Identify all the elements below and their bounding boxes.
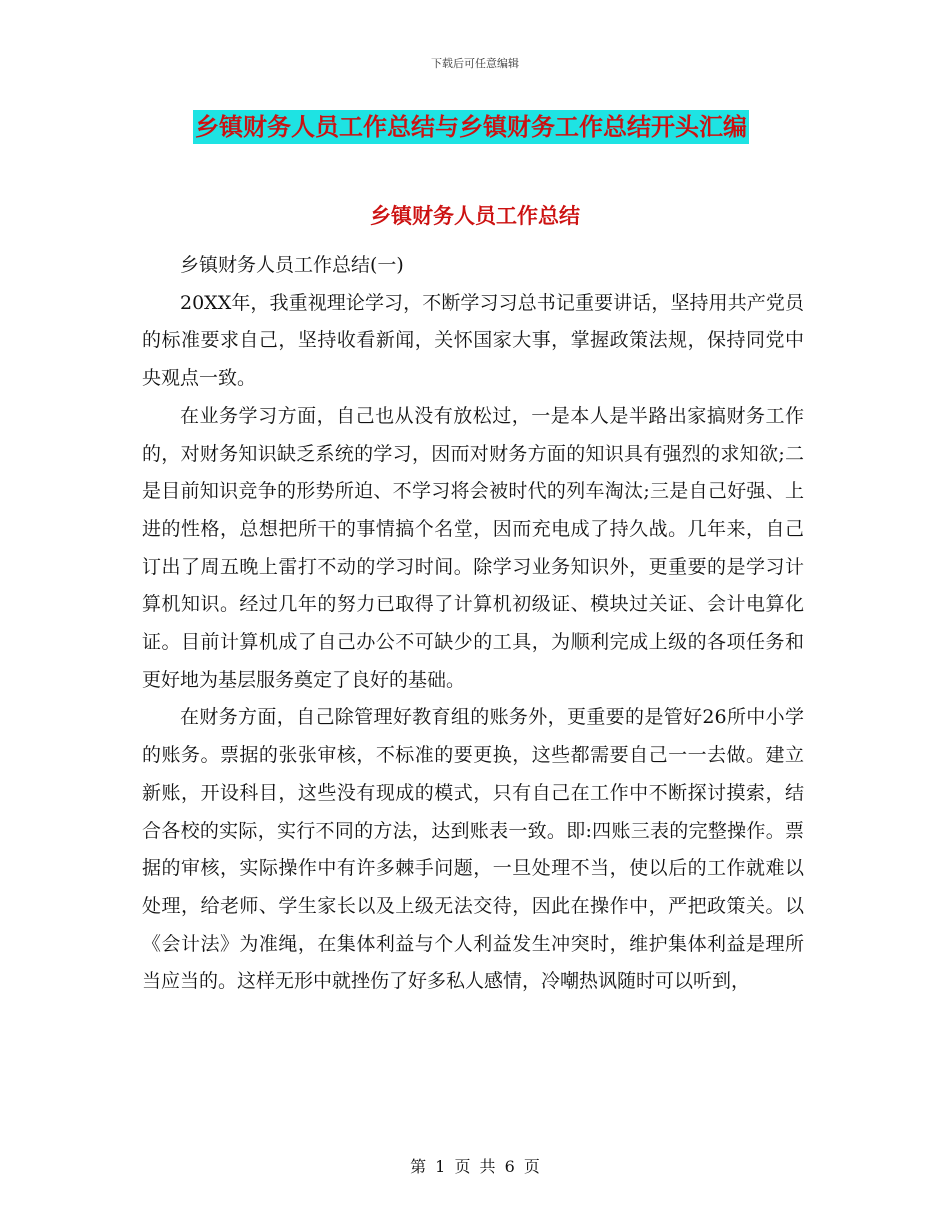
header-note: 下载后可任意编辑 bbox=[431, 57, 519, 70]
body-paragraph: 20XX年，我重视理论学习，不断学习习总书记重要讲话，坚持用共产党员的标准要求自己，坚持收看新闻，关怀国家大事，掌握政策法规，保持同党中央观点一致。 bbox=[142, 291, 804, 390]
page-footer: 第 1 页 共 6 页 bbox=[410, 1157, 540, 1176]
section-title: 乡镇财务人员工作总结 bbox=[370, 204, 580, 228]
subsection-heading: 乡镇财务人员工作总结(一) bbox=[180, 254, 404, 276]
body-paragraph: 在业务学习方面，自己也从没有放松过，一是本人是半路出家搞财务工作的，对财务知识缺乏系统的学习，因而对财务方面的知识具有强烈的求知欲;二是目前知识竞争的形势所迫、不学习将会被时代的列车淘汰;三是自己好强、上进的性格，总想把所干的事情搞个名堂，因而充电成了持久战。几年来，自己订出了周五晚上雷打不动的学习时间。除学习业务知识外，更重要的是学习计算机知识。经过几年的努力已取得了计算机初级证、模块过关证、会计电算化证。目前计算机成了自己办公不可缺少的工具，为顺利完成上级的各项任务和更好地为基层服务奠定了良好的基础。 bbox=[142, 404, 804, 691]
document-body bbox=[142, 247, 804, 1001]
body-paragraph: 在财务方面，自己除管理好教育组的账务外，更重要的是管好26所中小学的账务。票据的张张审核，不标准的要更换，这些都需要自己一一去做。建立新账，开设科目，这些没有现成的模式，只有自己在工作中不断探讨摸索，结合各校的实际，实行不同的方法，达到账表一致。即:四账三表的完整操作。票据的审核，实际操作中有许多棘手问题，一旦处理不当，使以后的工作就难以处理，给老师、学生家长以及上级无法交待，因此在操作中，严把政策关。以《会计法》为准绳，在集体利益与个人利益发生冲突时，维护集体利益是理所当应当的。这样无形中就挫伤了好多私人感情，冷嘲热讽随时可以听到， bbox=[142, 706, 804, 993]
document-main-title: 乡镇财务人员工作总结与乡镇财务工作总结开头汇编 bbox=[193, 110, 749, 144]
